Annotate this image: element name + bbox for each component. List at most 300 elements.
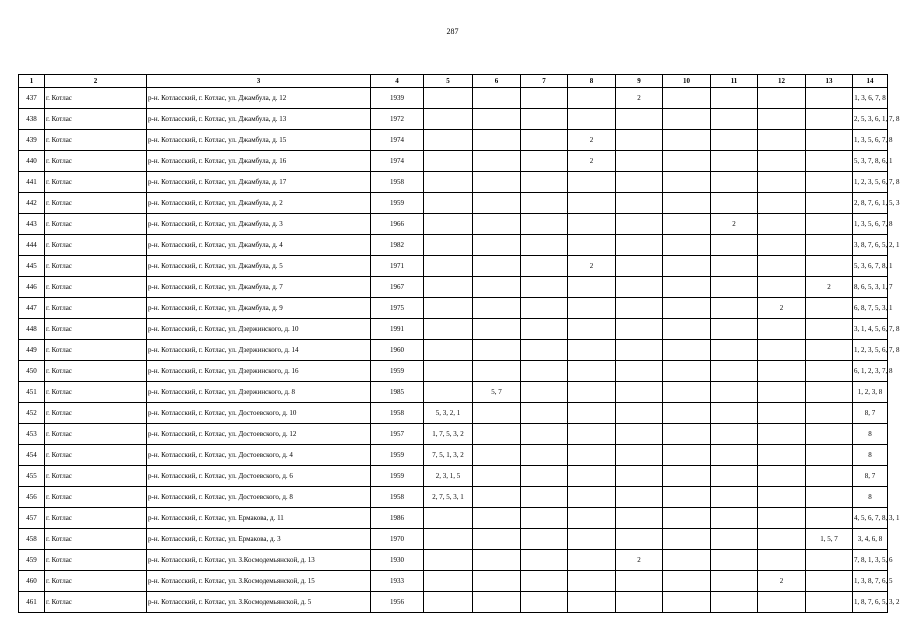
table-row: [19, 571, 888, 592]
table-cell-col-6: [473, 214, 521, 235]
table-cell-col-10: [663, 403, 711, 424]
table-cell-col-7: [521, 445, 568, 466]
table-cell-col-8: [568, 193, 616, 214]
table-cell-col-10: [663, 277, 711, 298]
table-cell-col-3: р-н. Котласский, г. Котлас, ул. З.Космодемьянской, д. 15: [147, 571, 371, 592]
column-header-6: 6: [473, 75, 521, 88]
table-cell-col-8: [568, 550, 616, 571]
table-cell-col-2: г. Котлас: [45, 235, 147, 256]
table-cell-col-5: [424, 340, 473, 361]
table-cell-col-6: [473, 298, 521, 319]
table-row: [19, 235, 888, 256]
table-cell-col-10: [663, 508, 711, 529]
table-row: [19, 445, 888, 466]
table-row: [19, 550, 888, 571]
table-cell-col-11: [711, 340, 758, 361]
table-cell-col-2: г. Котлас: [45, 319, 147, 340]
table-cell-col-4: 1974: [371, 130, 424, 151]
table-cell-col-10: [663, 550, 711, 571]
table-cell-col-12: [758, 319, 806, 340]
table-cell-col-2: г. Котлас: [45, 382, 147, 403]
table-cell-col-5: [424, 277, 473, 298]
table-cell-col-10: [663, 214, 711, 235]
table-cell-col-11: [711, 277, 758, 298]
table-cell-col-7: [521, 403, 568, 424]
table-cell-col-2: г. Котлас: [45, 466, 147, 487]
table-cell-col-1: 456: [19, 487, 45, 508]
table-cell-col-14: 1, 3, 5, 6, 7, 8: [853, 214, 888, 235]
table-cell-col-6: [473, 571, 521, 592]
table-cell-col-7: [521, 382, 568, 403]
table-cell-col-9: [616, 403, 663, 424]
table-cell-col-5: [424, 592, 473, 613]
table-cell-col-11: [711, 361, 758, 382]
table-cell-col-2: г. Котлас: [45, 109, 147, 130]
table-cell-col-8: [568, 277, 616, 298]
table-cell-col-1: 461: [19, 592, 45, 613]
table-cell-col-8: [568, 529, 616, 550]
table-cell-col-3: р-н. Котласский, г. Котлас, ул. Джамбула, д. 12: [147, 88, 371, 109]
table-cell-col-1: 445: [19, 256, 45, 277]
table-cell-col-6: [473, 508, 521, 529]
table-cell-col-4: 1930: [371, 550, 424, 571]
table-cell-col-12: [758, 550, 806, 571]
table-cell-col-1: 447: [19, 298, 45, 319]
table-cell-col-5: 2, 3, 1, 5: [424, 466, 473, 487]
table-cell-col-7: [521, 235, 568, 256]
table-cell-col-13: [806, 109, 853, 130]
table-cell-col-6: [473, 403, 521, 424]
table-cell-col-8: 2: [568, 256, 616, 277]
table-cell-col-9: [616, 424, 663, 445]
column-header-8: 8: [568, 75, 616, 88]
table-cell-col-5: [424, 130, 473, 151]
table-cell-col-10: [663, 592, 711, 613]
table-row: [19, 298, 888, 319]
table-cell-col-4: 1967: [371, 277, 424, 298]
table-row: [19, 109, 888, 130]
table-cell-col-12: [758, 130, 806, 151]
table-cell-col-10: [663, 445, 711, 466]
table-row: [19, 130, 888, 151]
table-cell-col-11: [711, 382, 758, 403]
table-cell-col-5: 1, 7, 5, 3, 2: [424, 424, 473, 445]
table-cell-col-12: [758, 445, 806, 466]
table-cell-col-9: [616, 256, 663, 277]
table-cell-col-13: [806, 592, 853, 613]
table-cell-col-3: р-н. Котласский, г. Котлас, ул. Достоевского, д. 4: [147, 445, 371, 466]
table-cell-col-4: 1959: [371, 361, 424, 382]
table-cell-col-2: г. Котлас: [45, 592, 147, 613]
table-cell-col-6: [473, 193, 521, 214]
table-cell-col-13: [806, 298, 853, 319]
table-cell-col-1: 460: [19, 571, 45, 592]
table-cell-col-10: [663, 382, 711, 403]
table-cell-col-9: 2: [616, 88, 663, 109]
table-cell-col-10: [663, 130, 711, 151]
column-header-14: 14: [853, 75, 888, 88]
table-cell-col-12: [758, 592, 806, 613]
table-cell-col-1: 438: [19, 109, 45, 130]
table-cell-col-10: [663, 571, 711, 592]
table-cell-col-6: [473, 340, 521, 361]
table-cell-col-9: [616, 109, 663, 130]
table-cell-col-6: [473, 277, 521, 298]
table-cell-col-2: г. Котлас: [45, 172, 147, 193]
column-header-4: 4: [371, 75, 424, 88]
table-row: [19, 214, 888, 235]
table-cell-col-8: [568, 298, 616, 319]
table-cell-col-4: 1959: [371, 445, 424, 466]
table-cell-col-7: [521, 571, 568, 592]
table-cell-col-5: [424, 319, 473, 340]
table-cell-col-7: [521, 550, 568, 571]
table-cell-col-5: [424, 88, 473, 109]
table-cell-col-9: [616, 571, 663, 592]
table-cell-col-11: [711, 235, 758, 256]
table-cell-col-13: [806, 340, 853, 361]
table-cell-col-14: 5, 3, 6, 7, 8, 1: [853, 256, 888, 277]
table-row: [19, 403, 888, 424]
table-cell-col-2: г. Котлас: [45, 508, 147, 529]
table-cell-col-2: г. Котлас: [45, 193, 147, 214]
table-cell-col-11: 2: [711, 214, 758, 235]
table-cell-col-1: 442: [19, 193, 45, 214]
table-cell-col-4: 1958: [371, 487, 424, 508]
table-cell-col-14: 1, 2, 3, 5, 6, 7, 8: [853, 172, 888, 193]
table-cell-col-10: [663, 88, 711, 109]
table-cell-col-1: 451: [19, 382, 45, 403]
table-cell-col-2: г. Котлас: [45, 256, 147, 277]
table-cell-col-7: [521, 592, 568, 613]
table-cell-col-12: [758, 172, 806, 193]
table-body: [19, 88, 900, 613]
table-cell-col-3: р-н. Котласский, г. Котлас, ул. Джамбула, д. 7: [147, 277, 371, 298]
table-cell-col-11: [711, 319, 758, 340]
table-cell-col-12: [758, 235, 806, 256]
table-cell-col-12: [758, 424, 806, 445]
table-cell-col-7: [521, 193, 568, 214]
table-cell-col-8: [568, 382, 616, 403]
table-cell-col-11: [711, 109, 758, 130]
table-cell-col-10: [663, 193, 711, 214]
table-cell-col-8: [568, 424, 616, 445]
table-cell-col-7: [521, 487, 568, 508]
table-cell-col-5: [424, 151, 473, 172]
table-cell-col-10: [663, 487, 711, 508]
table-cell-col-13: [806, 172, 853, 193]
table-cell-col-7: [521, 214, 568, 235]
table-row: [19, 151, 888, 172]
table-cell-col-13: [806, 319, 853, 340]
table-cell-col-4: 1991: [371, 319, 424, 340]
table-row: [19, 424, 888, 445]
table-cell-col-12: [758, 109, 806, 130]
table-row: [19, 487, 888, 508]
table-cell-col-8: [568, 403, 616, 424]
table-cell-col-4: 1933: [371, 571, 424, 592]
table-cell-col-10: [663, 466, 711, 487]
table-cell-col-6: [473, 424, 521, 445]
table-cell-col-5: 5, 3, 2, 1: [424, 403, 473, 424]
table-cell-col-6: [473, 151, 521, 172]
table-cell-col-6: [473, 445, 521, 466]
table-cell-col-12: [758, 382, 806, 403]
table-cell-col-2: г. Котлас: [45, 277, 147, 298]
table-cell-col-14: 6, 1, 2, 3, 7, 8: [853, 361, 888, 382]
table-cell-col-6: [473, 235, 521, 256]
table-cell-col-2: г. Котлас: [45, 88, 147, 109]
table-cell-col-4: 1960: [371, 340, 424, 361]
table-cell-col-3: р-н. Котласский, г. Котлас, ул. Ермакова, д. 11: [147, 508, 371, 529]
table-cell-col-8: [568, 592, 616, 613]
table-cell-col-9: [616, 487, 663, 508]
table-cell-col-6: [473, 130, 521, 151]
table-cell-col-8: [568, 340, 616, 361]
table-cell-col-4: 1975: [371, 298, 424, 319]
table-cell-col-3: р-н. Котласский, г. Котлас, ул. Джамбула, д. 4: [147, 235, 371, 256]
register-table: [18, 74, 900, 613]
table-cell-col-13: [806, 382, 853, 403]
table-cell-col-11: [711, 193, 758, 214]
table-cell-col-7: [521, 466, 568, 487]
table-cell-col-11: [711, 592, 758, 613]
table-cell-col-9: [616, 130, 663, 151]
table-cell-col-13: [806, 256, 853, 277]
table-row: [19, 508, 888, 529]
table-cell-col-3: р-н. Котласский, г. Котлас, ул. Джамбула, д. 9: [147, 298, 371, 319]
table-cell-col-1: 443: [19, 214, 45, 235]
table-cell-col-8: [568, 466, 616, 487]
table-cell-col-3: р-н. Котласский, г. Котлас, ул. Джамбула, д. 13: [147, 109, 371, 130]
table-cell-col-9: [616, 529, 663, 550]
table-cell-col-12: [758, 151, 806, 172]
table-cell-col-7: [521, 529, 568, 550]
table-cell-col-2: г. Котлас: [45, 424, 147, 445]
table-cell-col-8: [568, 487, 616, 508]
table-cell-col-2: г. Котлас: [45, 298, 147, 319]
table-cell-col-9: [616, 361, 663, 382]
table-cell-col-12: [758, 340, 806, 361]
table-cell-col-6: [473, 88, 521, 109]
table-cell-col-3: р-н. Котласский, г. Котлас, ул. Ермакова, д. 3: [147, 529, 371, 550]
table-cell-col-3: р-н. Котласский, г. Котлас, ул. Достоевского, д. 12: [147, 424, 371, 445]
table-cell-col-14: 2, 8, 7, 6, 1, 5, 3: [853, 193, 888, 214]
table-cell-col-2: г. Котлас: [45, 340, 147, 361]
table-row: [19, 193, 888, 214]
table-cell-col-7: [521, 109, 568, 130]
column-header-1: 1: [19, 75, 45, 88]
table-cell-col-9: [616, 172, 663, 193]
table-cell-col-6: 5, 7: [473, 382, 521, 403]
table-cell-col-9: [616, 340, 663, 361]
table-cell-col-7: [521, 424, 568, 445]
table-cell-col-3: р-н. Котласский, г. Котлас, ул. З.Космодемьянской, д. 13: [147, 550, 371, 571]
table-cell-col-2: г. Котлас: [45, 529, 147, 550]
table-cell-col-3: р-н. Котласский, г. Котлас, ул. Достоевского, д. 6: [147, 466, 371, 487]
table-cell-col-1: 448: [19, 319, 45, 340]
table-cell-col-10: [663, 298, 711, 319]
table-cell-col-12: [758, 256, 806, 277]
table-cell-col-5: [424, 193, 473, 214]
table-cell-col-1: 455: [19, 466, 45, 487]
table-cell-col-2: г. Котлас: [45, 403, 147, 424]
column-header-13: 13: [806, 75, 853, 88]
table-cell-col-13: [806, 487, 853, 508]
table-cell-col-5: [424, 298, 473, 319]
table-cell-col-12: 2: [758, 571, 806, 592]
table-cell-col-4: 1959: [371, 466, 424, 487]
table-cell-col-9: [616, 466, 663, 487]
table-row: [19, 361, 888, 382]
table-cell-col-5: [424, 235, 473, 256]
table-row: [19, 172, 888, 193]
table-cell-col-5: [424, 109, 473, 130]
column-header-11: 11: [711, 75, 758, 88]
page-number: 287: [446, 27, 459, 36]
table-cell-col-13: [806, 151, 853, 172]
table-cell-col-9: [616, 214, 663, 235]
column-header-12: 12: [758, 75, 806, 88]
table-cell-col-2: г. Котлас: [45, 550, 147, 571]
table-cell-col-6: [473, 319, 521, 340]
table-cell-col-14: 1, 3, 8, 7, 6, 5: [853, 571, 888, 592]
table-cell-col-5: [424, 529, 473, 550]
table-cell-col-4: 1986: [371, 508, 424, 529]
table-cell-col-4: 1939: [371, 88, 424, 109]
table-cell-col-1: 457: [19, 508, 45, 529]
table-cell-col-1: 453: [19, 424, 45, 445]
table-cell-col-9: [616, 445, 663, 466]
table-cell-col-1: 446: [19, 277, 45, 298]
table-cell-col-9: [616, 592, 663, 613]
table-cell-col-12: [758, 508, 806, 529]
table-cell-col-1: 459: [19, 550, 45, 571]
table-cell-col-8: [568, 445, 616, 466]
table-cell-col-12: [758, 361, 806, 382]
table-cell-col-6: [473, 172, 521, 193]
table-cell-col-7: [521, 508, 568, 529]
table-cell-col-6: [473, 529, 521, 550]
table-cell-col-9: [616, 277, 663, 298]
table-cell-col-13: [806, 193, 853, 214]
table-cell-col-4: 1974: [371, 151, 424, 172]
table-cell-col-7: [521, 130, 568, 151]
table-cell-col-14: 1, 8, 7, 6, 5, 3, 2: [853, 592, 888, 613]
table-cell-col-8: [568, 319, 616, 340]
table-cell-col-14: 8: [853, 487, 888, 508]
table-cell-col-10: [663, 151, 711, 172]
table-cell-col-3: р-н. Котласский, г. Котлас, ул. Дзержинского, д. 14: [147, 340, 371, 361]
table-cell-col-1: 458: [19, 529, 45, 550]
table-cell-col-2: г. Котлас: [45, 445, 147, 466]
column-header-3: 3: [147, 75, 371, 88]
table-cell-col-14: 5, 3, 7, 8, 6, 1: [853, 151, 888, 172]
table-cell-col-5: [424, 361, 473, 382]
table-cell-col-1: 450: [19, 361, 45, 382]
table-cell-col-11: [711, 508, 758, 529]
table-cell-col-6: [473, 109, 521, 130]
table-row: [19, 256, 888, 277]
table-cell-col-7: [521, 277, 568, 298]
table-cell-col-8: [568, 214, 616, 235]
table-cell-col-14: 1, 2, 3, 5, 6, 7, 8: [853, 340, 888, 361]
table-row: [19, 592, 888, 613]
table-cell-col-1: 441: [19, 172, 45, 193]
table-cell-col-4: 1971: [371, 256, 424, 277]
table-cell-col-11: [711, 298, 758, 319]
table-cell-col-6: [473, 466, 521, 487]
table-cell-col-10: [663, 235, 711, 256]
table-cell-col-14: 3, 1, 4, 5, 6, 7, 8: [853, 319, 888, 340]
table-cell-col-10: [663, 172, 711, 193]
table-cell-col-4: 1956: [371, 592, 424, 613]
table-cell-col-7: [521, 88, 568, 109]
table-row: [19, 88, 888, 109]
table-cell-col-8: [568, 235, 616, 256]
table-cell-col-6: [473, 361, 521, 382]
table-cell-col-11: [711, 88, 758, 109]
table-cell-col-10: [663, 424, 711, 445]
table-cell-col-3: р-н. Котласский, г. Котлас, ул. Дзержинского, д. 16: [147, 361, 371, 382]
table-cell-col-4: 1972: [371, 109, 424, 130]
table-cell-col-4: 1957: [371, 424, 424, 445]
table-cell-col-1: 452: [19, 403, 45, 424]
table-cell-col-12: [758, 214, 806, 235]
table-cell-col-3: р-н. Котласский, г. Котлас, ул. Джамбула, д. 3: [147, 214, 371, 235]
table-cell-col-1: 454: [19, 445, 45, 466]
table-cell-col-6: [473, 487, 521, 508]
table-cell-col-11: [711, 487, 758, 508]
table-cell-col-11: [711, 445, 758, 466]
table-cell-col-3: р-н. Котласский, г. Котлас, ул. Дзержинского, д. 8: [147, 382, 371, 403]
table-cell-col-5: [424, 214, 473, 235]
table-cell-col-7: [521, 340, 568, 361]
table-cell-col-11: [711, 571, 758, 592]
table-cell-col-12: [758, 529, 806, 550]
table-cell-col-2: г. Котлас: [45, 487, 147, 508]
table-cell-col-11: [711, 151, 758, 172]
table-cell-col-10: [663, 340, 711, 361]
table-row: [19, 382, 888, 403]
table-cell-col-10: [663, 109, 711, 130]
table-cell-col-9: [616, 193, 663, 214]
table-cell-col-3: р-н. Котласский, г. Котлас, ул. Дзержинского, д. 10: [147, 319, 371, 340]
table-cell-col-1: 449: [19, 340, 45, 361]
table-cell-col-13: 1, 5, 7: [806, 529, 853, 550]
table-cell-col-12: [758, 487, 806, 508]
table-cell-col-3: р-н. Котласский, г. Котлас, ул. Джамбула, д. 16: [147, 151, 371, 172]
column-header-9: 9: [616, 75, 663, 88]
table-cell-col-12: [758, 403, 806, 424]
table-cell-col-14: 8, 6, 5, 3, 1, 7: [853, 277, 888, 298]
table-cell-col-13: [806, 88, 853, 109]
table-cell-col-2: г. Котлас: [45, 361, 147, 382]
table-cell-col-12: 2: [758, 298, 806, 319]
table-cell-col-8: 2: [568, 130, 616, 151]
table-cell-col-1: 437: [19, 88, 45, 109]
column-header-7: 7: [521, 75, 568, 88]
table-row: [19, 466, 888, 487]
table-cell-col-9: [616, 235, 663, 256]
table-cell-col-8: [568, 109, 616, 130]
table-cell-col-3: р-н. Котласский, г. Котлас, ул. Достоевского, д. 10: [147, 403, 371, 424]
table-cell-col-13: [806, 466, 853, 487]
table-cell-col-3: р-н. Котласский, г. Котлас, ул. Джамбула, д. 5: [147, 256, 371, 277]
table-cell-col-1: 439: [19, 130, 45, 151]
column-header-10: 10: [663, 75, 711, 88]
table-cell-col-10: [663, 319, 711, 340]
